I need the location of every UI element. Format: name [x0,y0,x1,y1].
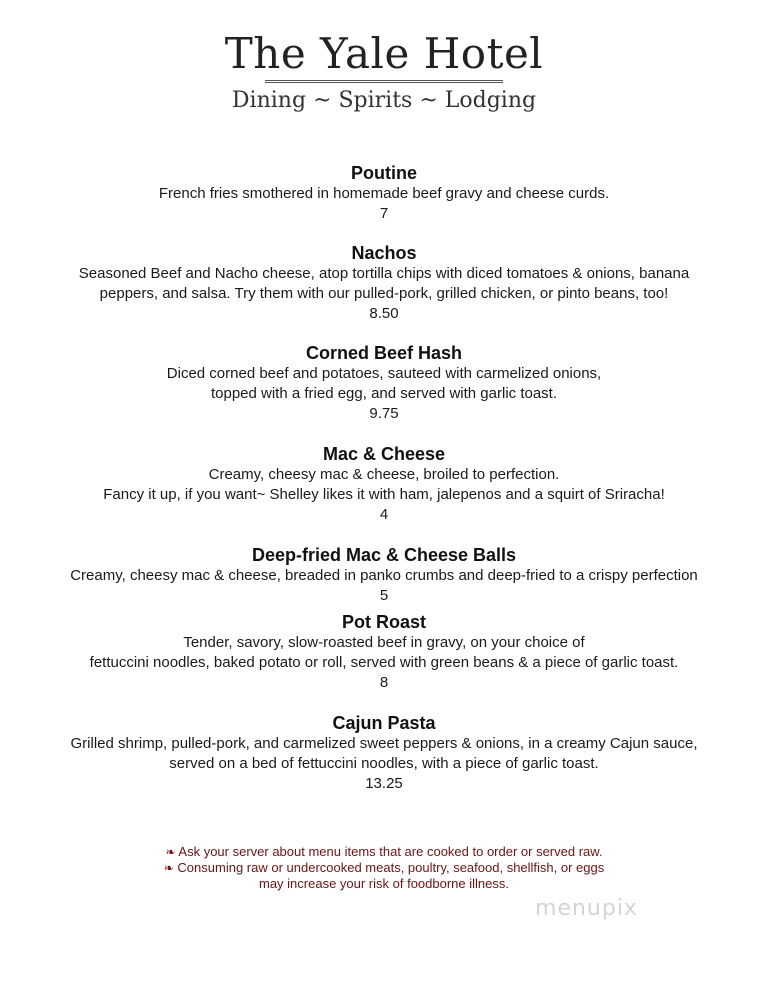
title-underline [265,80,503,83]
leaf-bullet-icon: ❧ [163,861,174,875]
item-description: Fancy it up, if you want~ Shelley likes it with ham, jalepenos and a squirt of Sriracha! [103,486,665,503]
item-name: Cajun Pasta [332,713,436,733]
menu-item-pot-roast [0,611,768,693]
item-name: Mac & Cheese [322,444,446,464]
item-description: topped with a fried egg, and served with garlic toast. [210,385,558,402]
item-description: Seasoned Beef and Nacho cheese, atop tortilla chips with diced tomatoes & onions, banana [78,265,690,282]
item-description: French fries smothered in homemade beef gravy and cheese curds. [158,185,610,202]
item-name: Corned Beef Hash [305,343,463,363]
item-description: fettuccini noodles, baked potato or roll, served with green beans & a piece of garlic toast. [89,654,679,671]
menu-item-nachos [0,242,768,324]
item-price: 8 [379,674,389,691]
item-description: served on a bed of fettuccini noodles, with a piece of garlic toast. [169,755,599,772]
notice-text: Consuming raw or undercooked meats, poultry, seafood, shellfish, or eggs [177,860,605,875]
item-price: 13.25 [365,775,403,792]
item-description: peppers, and salsa. Try them with our pulled-pork, grilled chicken, or pinto beans, too! [99,285,669,302]
menu-item-poutine [0,162,768,224]
notice-text: may increase your risk of foodborne illness. [258,876,509,891]
notice-text: Ask your server about menu items that are cooked to order or served raw. [178,844,603,859]
leaf-bullet-icon: ❧ [165,845,176,859]
notice-line [0,860,768,876]
item-name: Pot Roast [341,612,426,632]
item-price: 9.75 [369,405,399,422]
food-safety-notice [0,844,768,891]
menupix-watermark: menupix [535,896,638,921]
hotel-name: The Yale Hotel [224,29,544,78]
notice-line [0,876,768,891]
item-price: 8.50 [369,305,399,322]
item-description: Diced corned beef and potatoes, sauteed with carmelized onions, [166,365,602,382]
item-description: Creamy, cheesy mac & cheese, breaded in panko crumbs and deep-fried to a crispy perfection [70,567,698,584]
item-price: 4 [379,506,389,523]
hotel-tagline: Dining ~ Spirits ~ Lodging [231,88,537,113]
item-description: Tender, savory, slow-roasted beef in gravy, on your choice of [183,634,585,651]
item-name: Poutine [351,163,417,183]
notice-line [0,844,768,860]
item-description: Creamy, cheesy mac & cheese, broiled to perfection. [208,466,560,483]
item-price: 7 [379,205,389,222]
menu-item-corned-beef-hash [0,342,768,424]
item-name: Nachos [351,243,417,263]
item-price: 5 [379,587,389,604]
item-name: Deep-fried Mac & Cheese Balls [251,545,517,565]
menu-item-cajun-pasta [0,712,768,794]
menu-item-mac-cheese-balls [0,544,768,606]
menu-item-mac-and-cheese [0,443,768,525]
item-description: Grilled shrimp, pulled-pork, and carmelized sweet peppers & onions, in a creamy Cajun sauce, [70,735,698,752]
menu-header [0,30,768,115]
